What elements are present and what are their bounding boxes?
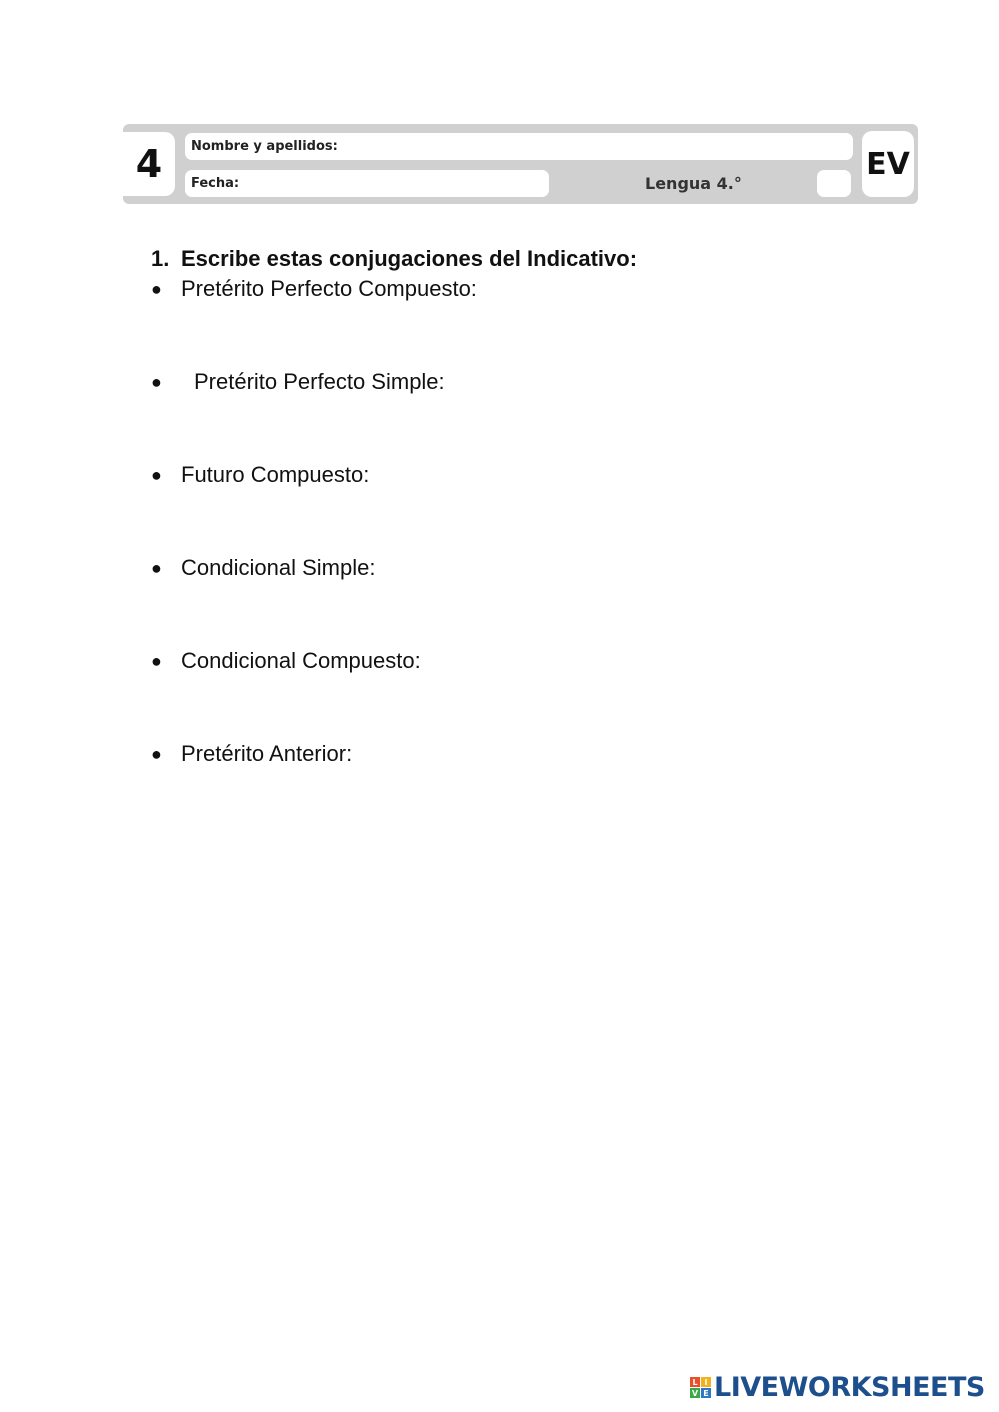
logo-letter: I <box>701 1377 711 1387</box>
date-label: Fecha: <box>191 176 240 191</box>
logo-letter: V <box>691 1388 699 1398</box>
question-text: Escribe estas conjugaciones del Indicativo: <box>181 246 638 271</box>
answer-space[interactable] <box>151 490 911 553</box>
question-1 <box>151 244 911 274</box>
name-field[interactable] <box>185 133 853 160</box>
item-label: Condicional Compuesto: <box>181 648 421 673</box>
list-item <box>151 274 911 304</box>
answer-space[interactable] <box>151 397 911 460</box>
list-item <box>151 646 911 676</box>
list-item <box>151 739 911 769</box>
bullet-icon: ● <box>151 464 162 485</box>
worksheet-content <box>151 244 911 769</box>
bullet-icon: ● <box>151 371 162 392</box>
logo-letter: E <box>701 1388 711 1398</box>
date-field[interactable] <box>185 170 549 197</box>
grade-box[interactable] <box>817 170 851 197</box>
answer-space[interactable] <box>151 304 911 367</box>
liveworksheets-logo[interactable] <box>690 1372 985 1403</box>
logo-text: LIVEWORKSHEETS <box>714 1372 985 1403</box>
worksheet-header <box>123 124 918 204</box>
subject-label: Lengua 4.° <box>645 174 742 193</box>
item-label: Pretérito Anterior: <box>181 741 353 766</box>
bullet-icon: ● <box>151 743 162 764</box>
item-label: Condicional Simple: <box>181 555 376 580</box>
bullet-icon: ● <box>151 278 162 299</box>
logo-grid-icon <box>690 1377 711 1398</box>
evaluation-badge: EV <box>862 131 914 197</box>
bullet-icon: ● <box>151 650 162 671</box>
list-item <box>151 553 911 583</box>
logo-letter: L <box>690 1377 700 1387</box>
answer-space[interactable] <box>151 676 911 739</box>
list-item <box>151 367 911 397</box>
item-label: Futuro Compuesto: <box>181 462 370 487</box>
list-item <box>151 460 911 490</box>
item-label: Pretérito Perfecto Simple: <box>194 369 445 394</box>
item-label: Pretérito Perfecto Compuesto: <box>181 276 477 301</box>
question-number: 1. <box>151 246 170 271</box>
unit-number: 4 <box>123 132 175 196</box>
name-label: Nombre y apellidos: <box>191 139 338 154</box>
bullet-icon: ● <box>151 557 162 578</box>
answer-space[interactable] <box>151 583 911 646</box>
